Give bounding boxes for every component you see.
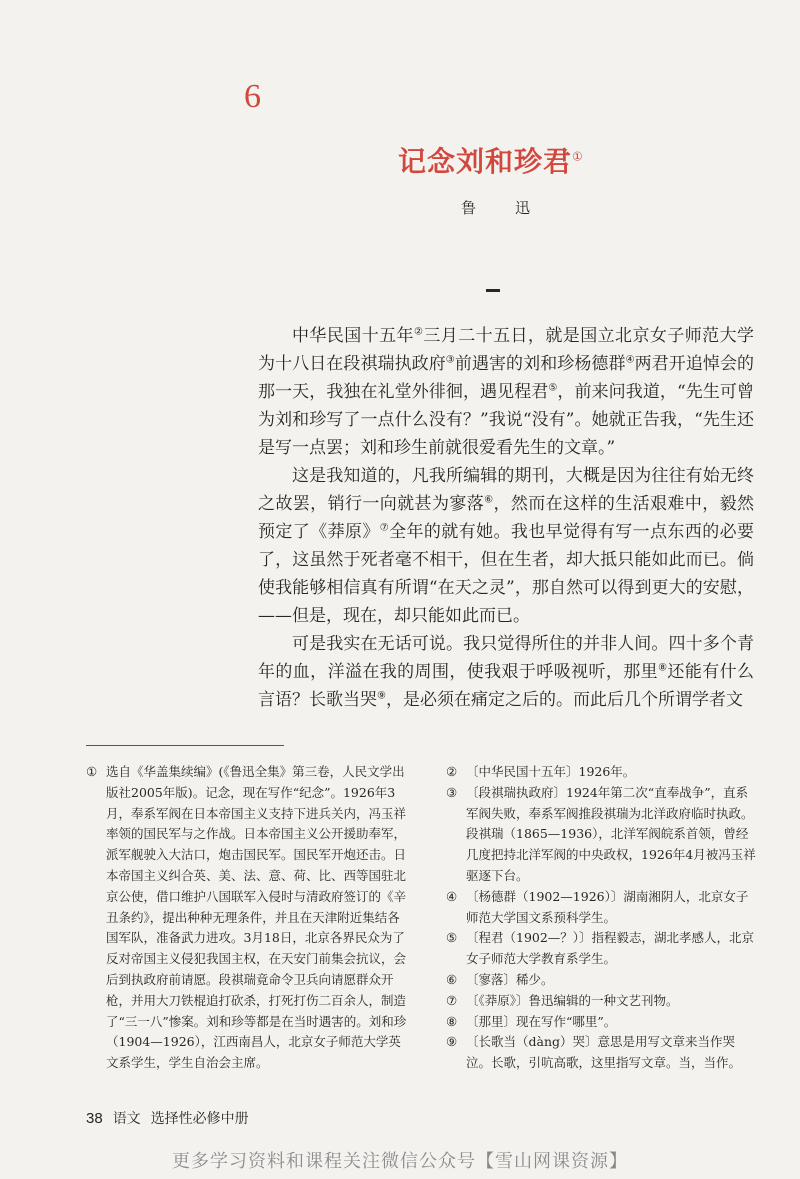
- footnote-text: 〔中华民国十五年〕1926年。: [466, 764, 636, 779]
- text-run: 三月二十五日，就是国立北京女子师范大学为十八日在段祺瑞执政府: [258, 326, 755, 374]
- footnote: [446, 762, 758, 783]
- footnote-text: 〔段祺瑞执政府〕1924年第二次“直奉战争”，直系军阀失败，奉系军阀推段祺瑞为北洋政府临时执政。段祺瑞（1865—1936），北洋军阀皖系首领，曾经几度把持北洋军阀的中央政权，1926年4月被冯玉祥驱逐下台。: [466, 784, 756, 883]
- page-footer: [86, 1108, 249, 1128]
- text-run: 全年的就有她。我也早觉得有写一点东西的必要了，这虽然于死者毫不相干，但在生者，却大抵只能如此而已。倘使我能够相信真有所谓“在天之灵”，那自然可以得到更大的安慰，——但是，现在，却只能如此而已。: [258, 522, 755, 626]
- footnote-text: 〔程君（1902—？）〕指程毅志，湖北孝感人，北京女子师范大学教育系学生。: [466, 930, 755, 967]
- text-run: 可是我实在无话可说。我只觉得所住的并非人间。四十多个青年的血，洋溢在我的周围，使我艰于呼吸视听，那里: [258, 634, 754, 682]
- footnote-marker[interactable]: ⑦: [379, 522, 390, 534]
- footnote-number: ①: [86, 764, 98, 779]
- footnote: [446, 928, 758, 970]
- text-run: ，是必须在痛定之后的。而此后几个所谓学者文: [385, 690, 743, 710]
- book-label: 选择性必修中册: [150, 1111, 249, 1127]
- footnotes-left: [86, 762, 412, 1074]
- paragraph-1: [258, 322, 754, 462]
- text-run: 中华民国十五年: [292, 326, 414, 346]
- lesson-number: 6: [244, 78, 261, 115]
- title-footnote-marker[interactable]: ①: [572, 149, 584, 164]
- footnote-marker[interactable]: ⑥: [484, 494, 494, 506]
- subject-label: 语文: [112, 1111, 141, 1127]
- footnote-marker[interactable]: ③: [445, 354, 455, 366]
- text-run: 前遇害的刘和珍杨德群: [454, 354, 626, 374]
- footnote: [446, 1032, 758, 1074]
- title-text: 记念刘和珍君: [398, 145, 573, 178]
- footnote-number: ③: [446, 784, 458, 800]
- footnote-text: 〔长歌当（dàng）哭〕意思是用写文章来当作哭泣。长歌，引吭高歌，这里指写文章。当，当作。: [466, 1034, 742, 1071]
- text-run: 还能有什么言语？长歌当哭: [258, 662, 754, 710]
- text-run: 这是我知道的，凡我所编辑的期刊，大概是因为往往有始无终之故罢，销行一向就甚为寥落: [258, 466, 754, 514]
- author: 鲁 迅: [461, 199, 543, 217]
- paragraph-3: [258, 630, 754, 714]
- footnote-text: 〔寥落〕稀少。: [466, 971, 554, 987]
- page-number: 38: [86, 1110, 103, 1127]
- paragraph-2: [258, 462, 754, 630]
- text-run: ，前来问我道，“先生可曾为刘和珍写了一点什么没有？”我说“没有”。她就正告我，“先生还是写一点罢；刘和珍生前就很爱看先生的文章。”: [258, 382, 754, 458]
- page-title: [398, 140, 584, 180]
- footnote-text: 〔那里〕现在写作“哪里”。: [466, 1013, 617, 1029]
- footnote: [446, 783, 758, 887]
- footnote-number: ⑤: [446, 930, 458, 946]
- footnote-number: ⑦: [446, 992, 458, 1008]
- footnote-number: ⑧: [446, 1013, 458, 1029]
- footnote-number: ⑥: [446, 971, 458, 987]
- footnote-marker[interactable]: ②: [413, 326, 424, 338]
- text-run: ，然而在这样的生活艰难中，毅然预定了《莽原》: [258, 494, 754, 542]
- footnote-number: ④: [446, 888, 458, 904]
- footnote-divider: [86, 745, 284, 746]
- footnote: [446, 1012, 758, 1033]
- footnote: [446, 887, 758, 929]
- footnote-text: 〔杨德群（1902—1926）〕湖南湘阴人，北京女子师范大学国文系预科学生。: [466, 888, 749, 925]
- body-text: [258, 322, 754, 714]
- footnote-text: 选自《华盖集续编》(《鲁迅全集》第三卷，人民文学出版社2005年版)。记念，现在写作“纪念”。1926年3月，奉系军阀在日本帝国主义支持下进兵关内，冯玉祥率领的国民军与之作战。日本帝国主义公开援助奉军，派军舰驶入大沽口，炮击国民军。国民军开炮还击。日本帝国主义纠合英、美、法、意、荷、比、西等国驻北京公使，借口维护八国联军入侵时与清政府签订的《辛丑条约》，提出种种无理条件，并且在天津附近集结各国军队，准备武力进攻。3月18日，北京各界民众为了反对帝国主义侵犯我国主权，在天安门前集会抗议，会后到执政府前请愿。段祺瑞竟命令卫兵向请愿群众开枪，并用大刀铁棍追打砍杀，打死打伤二百余人，制造了“三一八”惨案。刘和珍等都是在当时遇害的。刘和珍（1904—1926），江西南昌人，北京女子师范大学英文系学生，学生自治会主席。: [106, 764, 407, 1071]
- text-run: 两君开追悼会的那一天，我独在礼堂外徘徊，遇见程君: [258, 354, 755, 402]
- footnote-number: ⑨: [446, 1034, 458, 1050]
- footnote-text: 〔《莽原》〕鲁迅编辑的一种文艺刊物。: [466, 992, 679, 1008]
- footnote: [446, 991, 758, 1012]
- section-marker: [486, 289, 500, 292]
- footnote-marker[interactable]: ⑨: [377, 690, 386, 702]
- footnote-marker[interactable]: ④: [625, 354, 635, 366]
- watermark: 更多学习资料和课程关注微信公众号【雪山网课资源】: [172, 1151, 628, 1172]
- footnote-marker[interactable]: ⑤: [548, 382, 558, 394]
- footnotes-right: [446, 762, 758, 1074]
- footnote: [446, 970, 758, 991]
- footnote-marker[interactable]: ⑧: [658, 662, 668, 674]
- footnote-number: ②: [446, 764, 458, 779]
- footnote: [86, 762, 412, 1074]
